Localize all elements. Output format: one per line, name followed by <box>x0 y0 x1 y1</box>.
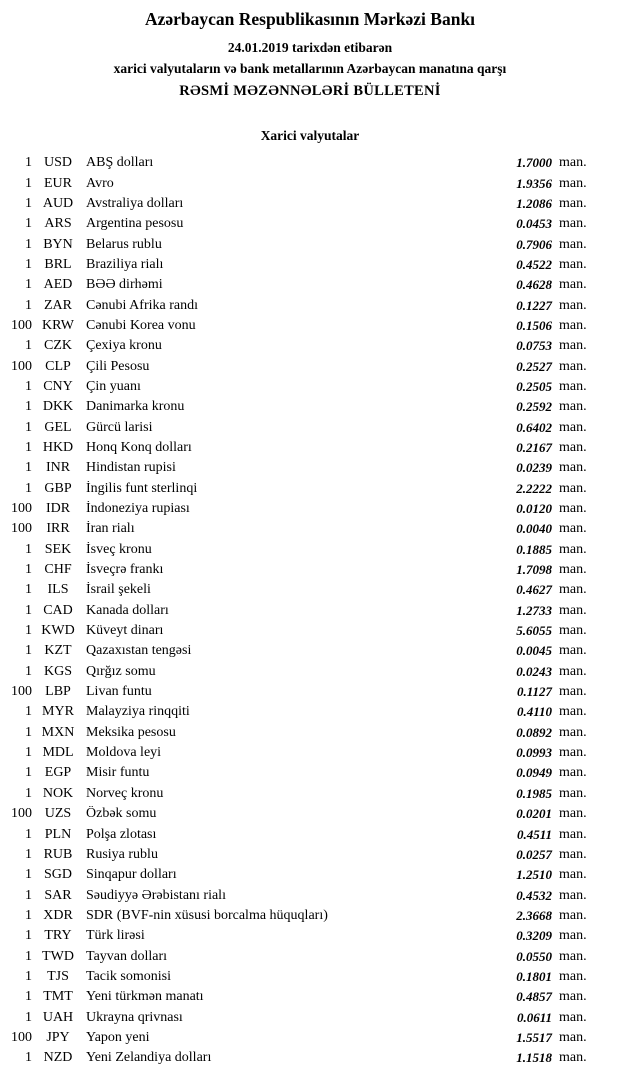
row-rate: 0.1127 <box>516 684 552 700</box>
row-qty: 1 <box>25 948 32 964</box>
row-rate: 0.4110 <box>516 704 552 720</box>
row-unit: man. <box>559 195 587 211</box>
row-code: CAD <box>43 602 73 618</box>
row-unit: man. <box>559 887 587 903</box>
row-rate: 0.0892 <box>516 724 552 740</box>
row-unit: man. <box>559 928 587 944</box>
rate-row <box>2 438 594 458</box>
row-name: Belarus rublu <box>86 236 162 252</box>
row-code: IRR <box>46 521 70 537</box>
row-qty: 1 <box>25 602 32 618</box>
row-rate: 0.0993 <box>516 745 552 761</box>
row-qty: 1 <box>25 846 32 862</box>
row-unit: man. <box>559 745 587 761</box>
row-name: Avstraliya dolları <box>86 195 184 211</box>
rate-row <box>2 723 594 743</box>
section-title: Xarici valyutalar <box>260 128 360 143</box>
rate-row <box>2 580 594 600</box>
row-name: Avro <box>86 175 114 191</box>
rate-row <box>2 173 594 193</box>
row-rate: 0.1885 <box>516 541 552 557</box>
row-name: Malayziya rinqqiti <box>86 704 190 720</box>
row-unit: man. <box>559 1050 587 1066</box>
row-code: TJS <box>47 968 69 984</box>
row-code: NZD <box>43 1050 73 1066</box>
row-qty: 1 <box>25 439 32 455</box>
row-rate: 0.0611 <box>516 1009 552 1025</box>
row-rate: 0.4511 <box>516 826 552 842</box>
rate-row <box>2 275 594 295</box>
scope-line: xarici valyutaların və bank metallarının Azərbaycan manatına qarşı <box>113 61 507 76</box>
rate-row <box>2 255 594 275</box>
row-rate: 0.4532 <box>516 887 552 903</box>
row-unit: man. <box>559 175 587 191</box>
row-qty: 1 <box>25 562 32 578</box>
rate-row <box>2 763 594 783</box>
row-rate: 0.2505 <box>516 378 552 394</box>
rate-row <box>2 1048 594 1068</box>
row-code: XDR <box>43 907 73 923</box>
row-code: SEK <box>44 541 72 557</box>
rate-row <box>2 906 594 926</box>
rate-row <box>2 601 594 621</box>
row-name: Hindistan rupisi <box>86 460 176 476</box>
row-code: RUB <box>43 846 73 862</box>
row-unit: man. <box>559 948 587 964</box>
row-code: UAH <box>42 1009 74 1025</box>
row-qty: 1 <box>25 826 32 842</box>
row-code: USD <box>43 155 72 171</box>
row-unit: man. <box>559 521 587 537</box>
row-code: AUD <box>42 195 74 211</box>
rate-row <box>2 662 594 682</box>
row-rate: 0.0120 <box>516 501 552 517</box>
row-code: ZAR <box>44 297 72 313</box>
row-rate: 0.1227 <box>516 297 552 313</box>
row-code: MXN <box>41 724 75 740</box>
row-unit: man. <box>559 867 587 883</box>
rate-row <box>2 621 594 641</box>
row-name: ABŞ dolları <box>86 155 154 171</box>
row-qty: 1 <box>25 887 32 903</box>
row-qty: 100 <box>11 1029 32 1045</box>
row-code: KZT <box>44 643 72 659</box>
row-code: UZS <box>44 806 72 822</box>
row-code: LBP <box>45 684 71 700</box>
row-qty: 1 <box>25 867 32 883</box>
row-unit: man. <box>559 541 587 557</box>
rate-row <box>2 926 594 946</box>
row-unit: man. <box>559 297 587 313</box>
row-code: SGD <box>43 867 72 883</box>
row-qty: 1 <box>25 1009 32 1025</box>
rate-row <box>2 784 594 804</box>
rate-row <box>2 458 594 478</box>
row-name: İran rialı <box>86 521 135 537</box>
row-qty: 100 <box>11 501 32 517</box>
row-qty: 1 <box>25 277 32 293</box>
row-unit: man. <box>559 826 587 842</box>
row-rate: 0.2527 <box>516 358 552 374</box>
row-code: EUR <box>44 175 72 191</box>
row-rate: 1.7000 <box>516 155 552 171</box>
row-unit: man. <box>559 236 587 252</box>
rate-row <box>2 234 594 254</box>
row-code: JPY <box>46 1029 70 1045</box>
row-rate: 0.6402 <box>516 419 552 435</box>
row-name: Çexiya kronu <box>86 338 162 354</box>
row-qty: 1 <box>25 724 32 740</box>
rate-row <box>2 885 594 905</box>
row-code: ARS <box>44 216 72 232</box>
rate-row <box>2 295 594 315</box>
row-rate: 0.2167 <box>516 439 552 455</box>
row-unit: man. <box>559 724 587 740</box>
row-qty: 1 <box>25 155 32 171</box>
row-name: Rusiya rublu <box>86 846 158 862</box>
row-rate: 0.3209 <box>516 928 552 944</box>
row-code: AED <box>43 277 73 293</box>
rate-row <box>2 1007 594 1027</box>
row-rate: 0.0045 <box>516 643 552 659</box>
row-qty: 1 <box>25 256 32 272</box>
row-name: Danimarka kronu <box>86 399 185 415</box>
rate-row <box>2 682 594 702</box>
row-unit: man. <box>559 256 587 272</box>
row-rate: 0.4522 <box>516 256 552 272</box>
rate-row <box>2 946 594 966</box>
row-unit: man. <box>559 439 587 455</box>
row-name: İsveç kronu <box>86 541 152 557</box>
row-qty: 1 <box>25 216 32 232</box>
row-rate: 1.7098 <box>516 562 552 578</box>
row-qty: 1 <box>25 175 32 191</box>
row-name: Özbək somu <box>86 806 157 822</box>
row-rate: 0.0453 <box>516 216 552 232</box>
row-rate: 0.0550 <box>516 948 552 964</box>
row-name: Cənubi Korea vonu <box>86 317 196 333</box>
row-qty: 100 <box>11 806 32 822</box>
row-name: Braziliya rialı <box>86 256 164 272</box>
row-code: NOK <box>42 785 74 801</box>
row-code: MDL <box>42 745 74 761</box>
rate-row <box>2 560 594 580</box>
row-name: SDR (BVF-nin xüsusi borcalma hüquqları) <box>86 907 328 923</box>
row-code: CHF <box>44 562 72 578</box>
row-rate: 1.5517 <box>516 1029 552 1045</box>
row-unit: man. <box>559 582 587 598</box>
row-name: Gürcü larisi <box>86 419 153 435</box>
row-name: Norveç kronu <box>86 785 164 801</box>
row-code: SAR <box>44 887 72 903</box>
row-rate: 0.4627 <box>516 582 552 598</box>
bank-title: Azərbaycan Respublikasının Mərkəzi Bankı <box>144 9 476 29</box>
row-unit: man. <box>559 704 587 720</box>
rate-row <box>2 356 594 376</box>
row-code: TRY <box>44 928 72 944</box>
row-name: Yeni Zelandiya dolları <box>86 1050 212 1066</box>
row-code: GBP <box>44 480 72 496</box>
row-unit: man. <box>559 216 587 232</box>
row-code: DKK <box>42 399 74 415</box>
row-name: Misir funtu <box>86 765 150 781</box>
row-qty: 1 <box>25 460 32 476</box>
row-name: Küveyt dinarı <box>86 623 164 639</box>
row-unit: man. <box>559 806 587 822</box>
row-unit: man. <box>559 277 587 293</box>
row-rate: 0.1985 <box>516 785 552 801</box>
row-unit: man. <box>559 155 587 171</box>
row-name: İndoneziya rupiası <box>86 501 190 517</box>
rate-row <box>2 479 594 499</box>
rate-row <box>2 824 594 844</box>
row-unit: man. <box>559 623 587 639</box>
row-rate: 1.2086 <box>516 195 552 211</box>
row-unit: man. <box>559 338 587 354</box>
row-rate: 0.0239 <box>516 460 552 476</box>
row-unit: man. <box>559 562 587 578</box>
row-qty: 1 <box>25 989 32 1005</box>
row-rate: 2.3668 <box>516 907 552 923</box>
row-qty: 1 <box>25 928 32 944</box>
rate-row <box>2 316 594 336</box>
rate-row <box>2 865 594 885</box>
row-unit: man. <box>559 317 587 333</box>
row-code: TMT <box>43 989 73 1005</box>
rate-row <box>2 540 594 560</box>
row-code: KRW <box>42 317 74 333</box>
row-qty: 1 <box>25 399 32 415</box>
row-qty: 1 <box>25 907 32 923</box>
row-name: Honq Konq dolları <box>86 439 192 455</box>
row-code: MYR <box>42 704 74 720</box>
row-rate: 0.0201 <box>516 806 552 822</box>
row-unit: man. <box>559 765 587 781</box>
row-qty: 1 <box>25 785 32 801</box>
row-unit: man. <box>559 419 587 435</box>
row-qty: 1 <box>25 480 32 496</box>
row-name: Çin yuanı <box>86 378 141 394</box>
row-qty: 100 <box>11 521 32 537</box>
row-rate: 1.9356 <box>516 175 552 191</box>
rate-row <box>2 377 594 397</box>
row-rate: 1.1518 <box>516 1050 552 1066</box>
row-name: Tacik somonisi <box>86 968 171 984</box>
rate-row <box>2 743 594 763</box>
row-code: ILS <box>47 582 69 598</box>
rate-row <box>2 845 594 865</box>
row-qty: 1 <box>25 1050 32 1066</box>
row-rate: 1.2510 <box>516 867 552 883</box>
row-qty: 100 <box>11 684 32 700</box>
row-code: PLN <box>44 826 72 842</box>
row-qty: 1 <box>25 968 32 984</box>
row-unit: man. <box>559 643 587 659</box>
row-qty: 1 <box>25 765 32 781</box>
row-unit: man. <box>559 1029 587 1045</box>
row-qty: 1 <box>25 236 32 252</box>
row-name: BƏƏ dirhəmi <box>86 277 163 293</box>
row-rate: 5.6055 <box>516 623 552 639</box>
row-rate: 2.2222 <box>516 480 552 496</box>
row-code: CLP <box>45 358 71 374</box>
row-qty: 100 <box>11 358 32 374</box>
row-rate: 0.0257 <box>516 846 552 862</box>
row-name: Cənubi Afrika randı <box>86 297 198 313</box>
row-rate: 0.4857 <box>516 989 552 1005</box>
row-qty: 100 <box>11 317 32 333</box>
rate-row <box>2 804 594 824</box>
row-unit: man. <box>559 989 587 1005</box>
row-name: Sinqapur dolları <box>86 867 177 883</box>
row-qty: 1 <box>25 297 32 313</box>
row-unit: man. <box>559 663 587 679</box>
row-rate: 0.0040 <box>516 521 552 537</box>
rate-row <box>2 967 594 987</box>
row-unit: man. <box>559 460 587 476</box>
row-rate: 0.1801 <box>516 968 552 984</box>
row-unit: man. <box>559 358 587 374</box>
row-name: Ukrayna qrivnası <box>86 1009 183 1025</box>
rate-row <box>2 519 594 539</box>
row-rate: 0.2592 <box>516 399 552 415</box>
row-qty: 1 <box>25 663 32 679</box>
row-unit: man. <box>559 602 587 618</box>
row-unit: man. <box>559 1009 587 1025</box>
row-name: Tayvan dolları <box>86 948 168 964</box>
row-code: EGP <box>44 765 72 781</box>
row-qty: 1 <box>25 541 32 557</box>
rate-row <box>2 987 594 1007</box>
rate-row <box>2 1028 594 1048</box>
row-code: GEL <box>44 419 72 435</box>
row-name: Kanada dolları <box>86 602 169 618</box>
row-code: HKD <box>42 439 74 455</box>
row-code: INR <box>45 460 71 476</box>
row-qty: 1 <box>25 338 32 354</box>
rate-row <box>2 153 594 173</box>
rate-row <box>2 641 594 661</box>
row-unit: man. <box>559 684 587 700</box>
row-name: Polşa zlotası <box>86 826 157 842</box>
row-rate: 0.1506 <box>516 317 552 333</box>
row-unit: man. <box>559 846 587 862</box>
row-name: Livan funtu <box>86 684 152 700</box>
row-code: BRL <box>44 256 72 272</box>
rate-row <box>2 702 594 722</box>
rate-row <box>2 499 594 519</box>
row-rate: 1.2733 <box>516 602 552 618</box>
row-rate: 0.7906 <box>516 236 552 252</box>
row-qty: 1 <box>25 745 32 761</box>
row-qty: 1 <box>25 195 32 211</box>
row-code: IDR <box>45 501 71 517</box>
row-code: KWD <box>41 623 75 639</box>
row-name: Argentina pesosu <box>86 216 184 232</box>
row-code: CNY <box>43 378 73 394</box>
rate-row <box>2 336 594 356</box>
row-qty: 1 <box>25 419 32 435</box>
row-rate: 0.4628 <box>516 277 552 293</box>
rates-table <box>0 153 620 1068</box>
row-name: Yapon yeni <box>86 1029 150 1045</box>
row-name: Qırğız somu <box>86 663 156 679</box>
row-unit: man. <box>559 785 587 801</box>
row-unit: man. <box>559 480 587 496</box>
row-qty: 1 <box>25 643 32 659</box>
rate-row <box>2 214 594 234</box>
row-name: Meksika pesosu <box>86 724 176 740</box>
row-code: BYN <box>43 236 73 252</box>
row-rate: 0.0753 <box>516 338 552 354</box>
row-unit: man. <box>559 378 587 394</box>
row-qty: 1 <box>25 623 32 639</box>
row-name: Yeni türkmən manatı <box>86 989 204 1005</box>
row-name: Çili Pesosu <box>86 358 150 374</box>
row-name: İsveçrə frankı <box>86 562 164 578</box>
bulletin-title: RƏSMİ MƏZƏNNƏLƏRİ BÜLLETENİ <box>179 83 441 99</box>
bulletin-header <box>0 0 620 101</box>
row-unit: man. <box>559 907 587 923</box>
row-qty: 1 <box>25 704 32 720</box>
row-unit: man. <box>559 399 587 415</box>
row-name: Qazaxıstan tengəsi <box>86 643 192 659</box>
row-qty: 1 <box>25 582 32 598</box>
row-name: Moldova leyi <box>86 745 162 761</box>
row-code: TWD <box>42 948 74 964</box>
row-name: Səudiyyə Ərəbistanı rialı <box>86 887 226 903</box>
row-name: İsrail şekeli <box>86 582 151 598</box>
row-name: İngilis funt sterlinqi <box>86 480 198 496</box>
row-rate: 0.0949 <box>516 765 552 781</box>
row-unit: man. <box>559 968 587 984</box>
row-rate: 0.0243 <box>516 663 552 679</box>
row-code: KGS <box>43 663 72 679</box>
row-code: CZK <box>44 338 72 354</box>
row-unit: man. <box>559 501 587 517</box>
effective-date-line: 24.01.2019 tarixdən etibarən <box>227 40 393 55</box>
rate-row <box>2 397 594 417</box>
row-name: Türk lirəsi <box>86 928 145 944</box>
rate-row <box>2 417 594 437</box>
row-qty: 1 <box>25 378 32 394</box>
rate-row <box>2 194 594 214</box>
